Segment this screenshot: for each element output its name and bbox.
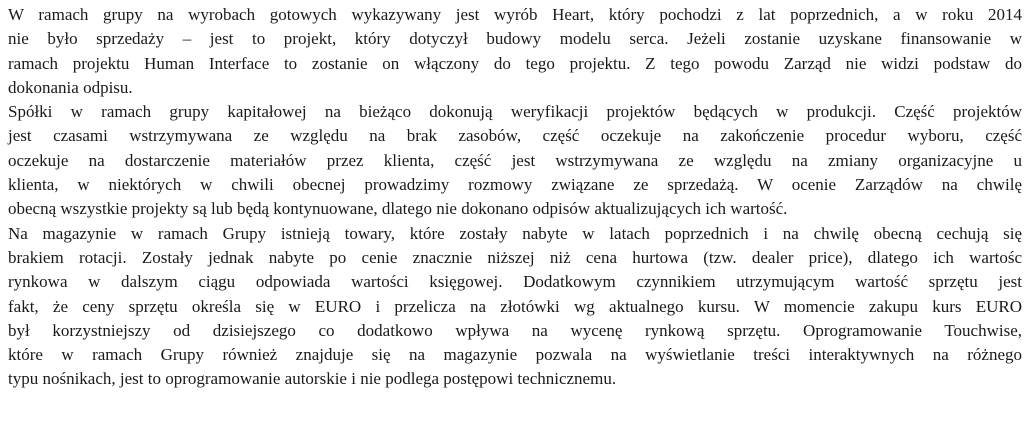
text-line: ramach projektu Human Interface to zostanie on włączony do tego projektu. Z tego powodu Zarząd nie widzi podstaw do bbox=[8, 53, 1022, 73]
text-line: dokonania odpisu. bbox=[8, 77, 133, 97]
text-line: jest czasami wstrzymywana ze względu na brak zasobów, część oczekuje na zakończenie procedur wyboru, część bbox=[8, 126, 1022, 146]
paragraph-project-verification bbox=[8, 100, 1022, 221]
paragraph-heart-product bbox=[8, 3, 1022, 100]
text-line: oczekuje na dostarczenie materiałów przez klienta, część jest wstrzymywana ze względu na zmiany organizacyjne u bbox=[8, 150, 1022, 170]
text-line: brakiem rotacji. Zostały jednak nabyte po cenie znacznie niższej niż cena hurtowa (tzw. dealer price), dlatego ich wartośc bbox=[8, 247, 1022, 267]
paragraph-warehouse-goods bbox=[8, 222, 1022, 392]
text-line: Na magazynie w ramach Grupy istnieją towary, które zostały nabyte w latach poprzednich i na chwilę obecną cechują się bbox=[8, 223, 1022, 243]
text-line: fakt, że ceny sprzętu określa się w EURO i przelicza na złotówki wg aktualnego kursu. W momencie zakupu kurs EURO bbox=[8, 296, 1022, 316]
text-line: które w ramach Grupy również znajduje się na magazynie pozwala na wyświetlanie treści interaktywnych na różnego bbox=[8, 345, 1022, 365]
text-line: typu nośnikach, jest to oprogramowanie autorskie i nie podlega postępowi technicznemu. bbox=[8, 369, 617, 389]
text-line: nie było sprzedaży – jest to projekt, który dotyczył budowy modelu serca. Jeżeli zostanie uzyskane finansowanie w bbox=[8, 29, 1022, 49]
text-line: rynkowa w dalszym ciągu odpowiada wartości księgowej. Dodatkowym czynnikiem utrzymującym wartość sprzętu jest bbox=[8, 272, 1022, 292]
text-line: klienta, w niektórych w chwili obecnej prowadzimy rozmowy związane ze sprzedażą. W ocenie Zarządów na chwilę bbox=[8, 175, 1022, 195]
text-line: obecną wszystkie projekty są lub będą kontynuowane, dlatego nie dokonano odpisów aktualizujących ich wartość. bbox=[8, 199, 788, 219]
text-line: Spółki w ramach grupy kapitałowej na bieżąco dokonują weryfikacji projektów będących w produkcji. Część projektów bbox=[8, 102, 1022, 122]
text-line: był korzystniejszy od dzisiejszego co dodatkowo wpływa na wycenę rynkową sprzętu. Oprogramowanie Touchwise, bbox=[8, 320, 1022, 340]
text-line: W ramach grupy na wyrobach gotowych wykazywany jest wyrób Heart, który pochodzi z lat poprzednich, a w roku 2014 bbox=[8, 5, 1022, 24]
